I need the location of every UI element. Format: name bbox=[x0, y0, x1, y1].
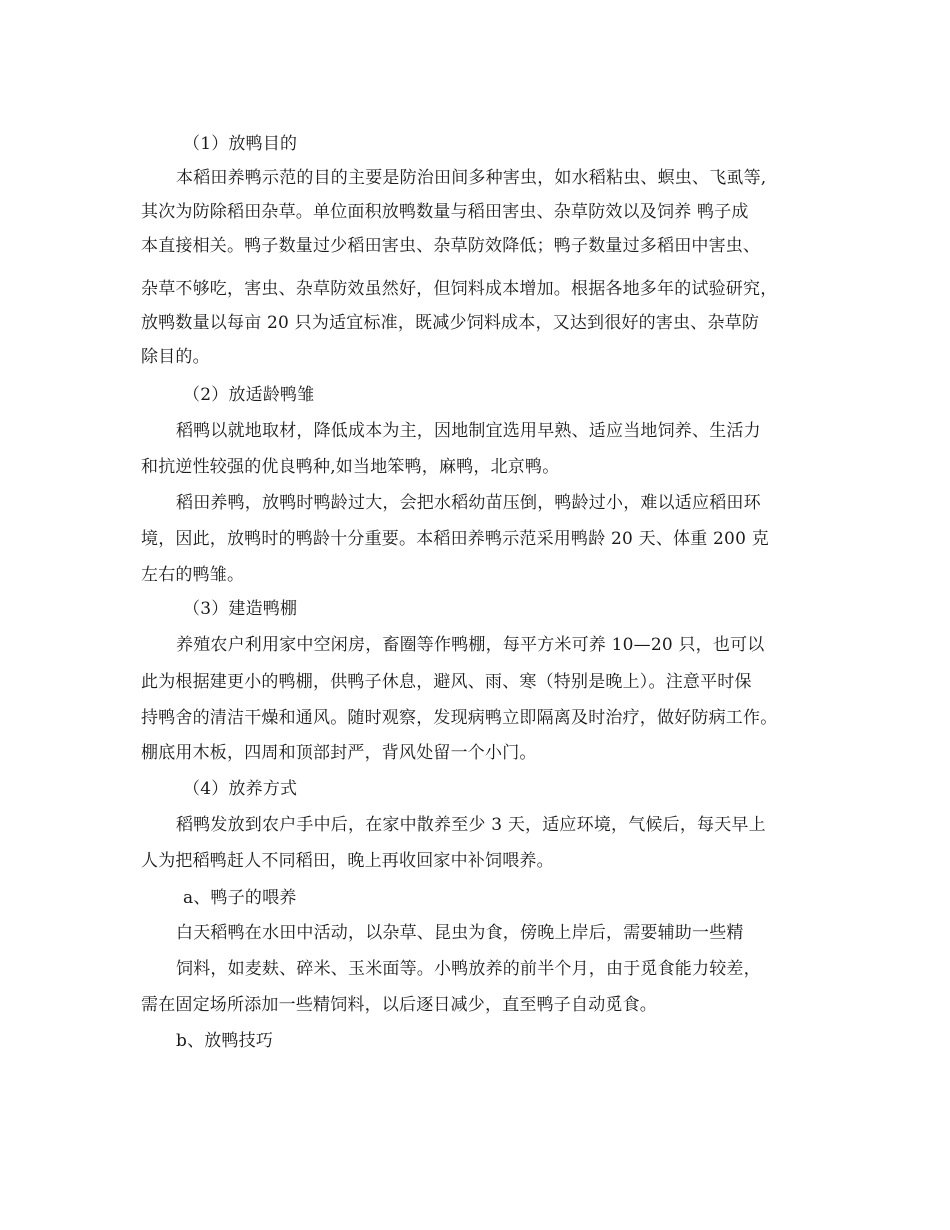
paragraph-line: 人为把稻鸭赶人不同稻田，晚上再收回家中补饲喂养。 bbox=[141, 851, 554, 871]
paragraph-line: 需在固定场所添加一些精饲料，以后逐日减少，直至鸭子自动觅食。 bbox=[141, 995, 657, 1015]
subheading-release-tips: b、放鸭技巧 bbox=[176, 1031, 274, 1051]
paragraph-line: 杂草不够吃，害虫、杂草防效虽然好，但饲料成本增加。根据各地多年的试验研究， bbox=[141, 279, 778, 299]
paragraph-line: 和抗逆性较强的优良鸭种,如当地笨鸭，麻鸭，北京鸭。 bbox=[141, 457, 560, 477]
heading-raising-method: （4）放养方式 bbox=[183, 779, 298, 799]
heading-duckling-age: （2）放适龄鸭雏 bbox=[183, 385, 315, 405]
paragraph-line: 棚底用木板，四周和顶部封严，背风处留一个小门。 bbox=[141, 743, 537, 763]
heading-duck-purpose: （1）放鸭目的 bbox=[183, 134, 298, 154]
paragraph-line: 白天稻鸭在水田中活动，以杂草、昆虫为食，傍晚上岸后，需要辅助一些精 bbox=[176, 923, 744, 943]
paragraph-line: 除目的。 bbox=[141, 347, 210, 367]
paragraph-line: 持鸭舍的清洁干燥和通风。随时观察，发现病鸭立即隔离及时治疗，做好防病工作。 bbox=[141, 708, 778, 728]
paragraph-line: 稻田养鸭，放鸭时鸭龄过大，会把水稻幼苗压倒，鸭龄过小，难以适应稻田环 bbox=[176, 493, 761, 513]
heading-duck-shed: （3）建造鸭棚 bbox=[183, 599, 298, 619]
subheading-feeding: a、鸭子的喂养 bbox=[183, 888, 297, 908]
paragraph-line: 稻鸭发放到农户手中后，在家中散养至少 3 天，适应环境，气候后，每天早上 bbox=[176, 815, 766, 835]
paragraph-line: 养殖农户利用家中空闲房，畜圈等作鸭棚，每平方米可养 10—20 只，也可以 bbox=[176, 635, 765, 655]
paragraph-line: 稻鸭以就地取材，降低成本为主，因地制宜选用早熟、适应当地饲养、生活力 bbox=[176, 421, 761, 441]
paragraph-line: 此为根据建更小的鸭棚，供鸭子休息，避风、雨、寒（特别是晚上）。注意平时保 bbox=[141, 672, 752, 692]
paragraph-line: 左右的鸭雏。 bbox=[141, 565, 245, 585]
paragraph-line: 放鸭数量以每亩 20 只为适宜标准，既减少饲料成本，又达到很好的害虫、杂草防 bbox=[141, 313, 760, 333]
paragraph-line: 本稻田养鸭示范的目的主要是防治田间多种害虫，如水稻粘虫、螟虫、飞虱等, bbox=[176, 168, 767, 188]
paragraph-line: 本直接相关。鸭子数量过少稻田害虫、杂草防效降低；鸭子数量过多稻田中害虫、 bbox=[141, 236, 761, 256]
paragraph-line: 其次为防除稻田杂草。单位面积放鸭数量与稻田害虫、杂草防效以及饲养 鸭子成 bbox=[141, 202, 749, 222]
paragraph-line: 境，因此，放鸭时的鸭龄十分重要。本稻田养鸭示范采用鸭龄 20 天、体重 200 克 bbox=[141, 529, 769, 549]
paragraph-line: 饲料，如麦麸、碎米、玉米面等。小鸭放养的前半个月，由于觅食能力较差， bbox=[176, 959, 761, 979]
